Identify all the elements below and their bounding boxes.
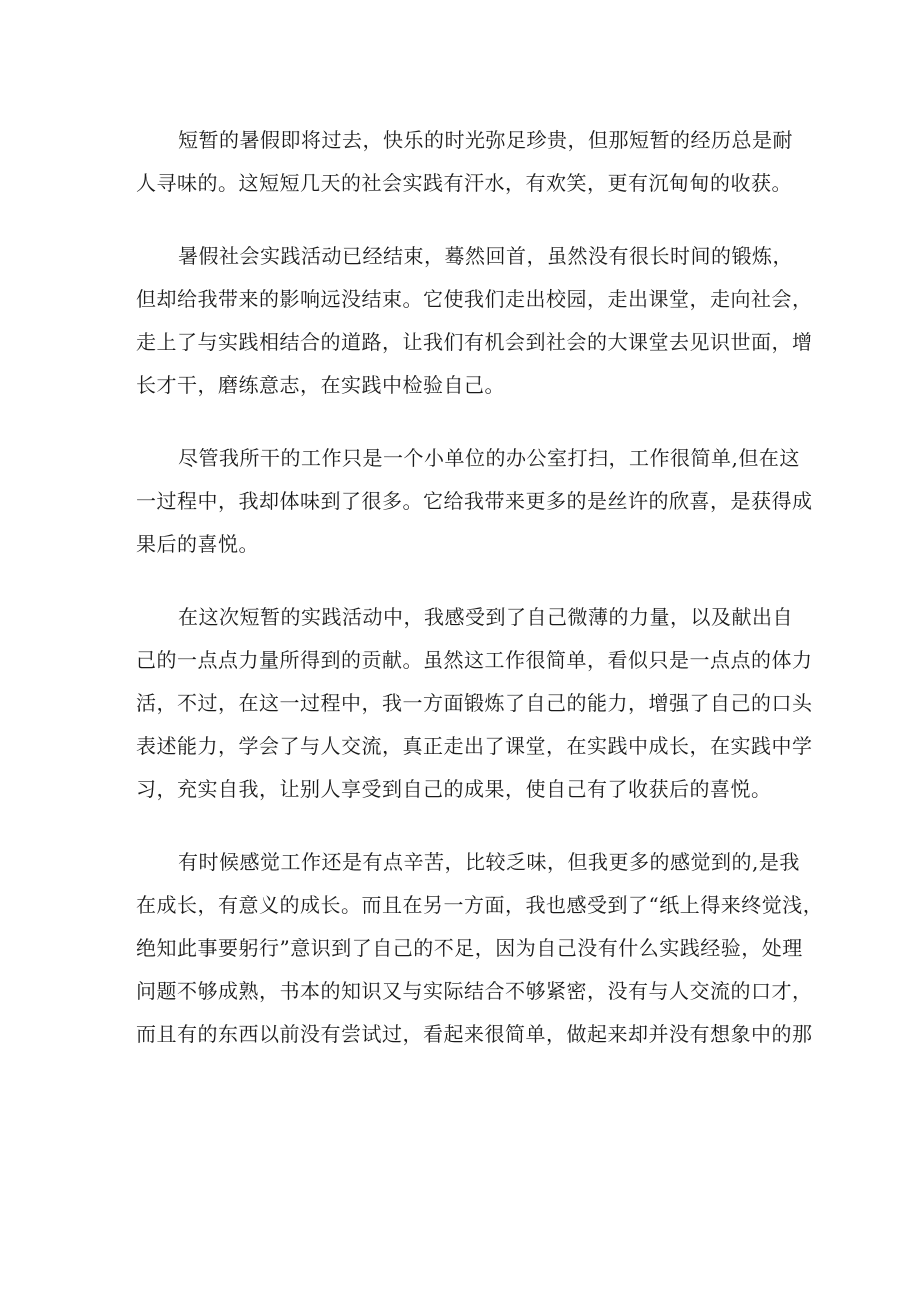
paragraph-line: 己的一点点力量所得到的贡献。虽然这工作很简单，看似只是一点点的体力 — [136, 648, 813, 672]
paragraph-line: 短暂的暑假即将过去，快乐的时光弥足珍贵，但那短暂的经历总是耐 — [178, 128, 793, 152]
paragraph-line: 走上了与实践相结合的道路，让我们有机会到社会的大课堂去见识世面，增 — [136, 330, 813, 354]
paragraph-line: 表述能力，学会了与人交流，真正走出了课堂，在实践中成长，在实践中学 — [136, 734, 813, 758]
paragraph-4 — [136, 596, 813, 811]
paragraph-line: 有时候感觉工作还是有点辛苦，比较乏味，但我更多的感觉到的,是我 — [178, 850, 800, 874]
paragraph-line: 暑假社会实践活动已经结束，蓦然回首，虽然没有很长时间的锻炼， — [178, 244, 793, 268]
paragraph-line: 在这次短暂的实践活动中，我感受到了自己微薄的力量，以及献出自 — [178, 605, 793, 629]
paragraph-line: 但却给我带来的影响远没结束。它使我们走出校园，走出课堂，走向社会， — [136, 287, 813, 311]
paragraph-3 — [136, 437, 813, 566]
paragraph-line: 尽管我所干的工作只是一个小单位的办公室打扫，工作很简单,但在这 — [178, 446, 800, 470]
paragraph-1 — [136, 119, 793, 205]
paragraph-line: 而且有的东西以前没有尝试过，看起来很简单，做起来却并没有想象中的那 — [136, 1022, 813, 1046]
paragraph-line: 问题不够成熟，书本的知识又与实际结合不够紧密，没有与人交流的口才， — [136, 979, 813, 1003]
document-body — [136, 119, 824, 1086]
paragraph-line: 一过程中，我却体味到了很多。它给我带来更多的是丝许的欣喜，是获得成 — [136, 489, 813, 513]
paragraph-line: 绝知此事要躬行”意识到了自己的不足，因为自己没有什么实践经验，处理 — [136, 936, 803, 960]
paragraph-line: 在成长，有意义的成长。而且在另一方面，我也感受到了“纸上得来终觉浅， — [136, 893, 824, 917]
paragraph-line: 人寻味的。这短短几天的社会实践有汗水，有欢笑，更有沉甸甸的收获。 — [136, 171, 792, 195]
paragraph-line: 活，不过，在这一过程中，我一方面锻炼了自己的能力，增强了自己的口头 — [136, 691, 813, 715]
paragraph-line: 果后的喜悦。 — [136, 532, 259, 556]
paragraph-5 — [136, 841, 824, 1056]
paragraph-line: 习，充实自我，让别人享受到自己的成果，使自己有了收获后的喜悦。 — [136, 777, 772, 801]
paragraph-2 — [136, 235, 813, 407]
paragraph-line: 长才干，磨练意志，在实践中检验自己。 — [136, 373, 505, 397]
